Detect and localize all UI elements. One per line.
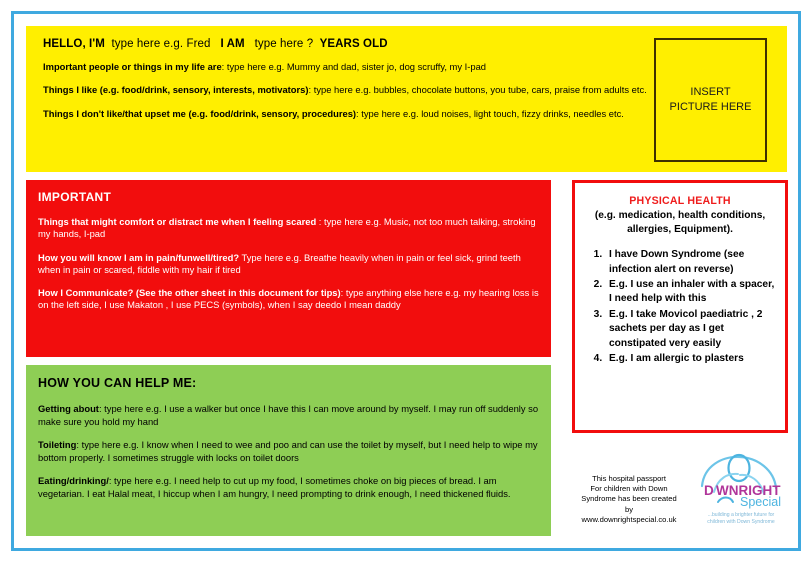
- help-text-column: [26, 365, 551, 501]
- hello-label: HELLO, I'M: [43, 38, 105, 50]
- toileting-row: [38, 439, 539, 464]
- getting-about-value[interactable]: : type here e.g. I use a walker but once I have this I can move around by myself. I may run off suddenly so make sure you hold my hand: [38, 403, 539, 427]
- downright-special-logo[interactable]: [688, 452, 791, 532]
- logo-downright-text: D: [704, 483, 714, 498]
- logo-tagline: [691, 512, 791, 526]
- physical-health-list: [575, 248, 785, 366]
- footer-note-line4: by: [624, 504, 634, 514]
- yellow-text-column: [43, 34, 653, 120]
- important-text-column: [26, 180, 551, 312]
- insert-picture-label-line1: INSERT: [690, 86, 731, 98]
- yellow-intro-section: [26, 26, 787, 172]
- things-i-like-value[interactable]: : type here e.g. bubbles, chocolate buttons, you tube, cars, praise from adults etc.: [308, 84, 647, 96]
- insert-picture-placeholder[interactable]: [654, 38, 767, 162]
- things-i-like-label: Things I like (e.g. food/drink, sensory, interests, motivators): [43, 84, 309, 96]
- footer-note-line2: For children with Down: [590, 484, 668, 494]
- eating-drinking-label: Eating/drinking/: [38, 475, 109, 487]
- hello-name-field[interactable]: type here e.g. Fred: [111, 38, 211, 50]
- important-section: [26, 180, 551, 357]
- toileting-label: Toileting: [38, 439, 77, 451]
- logo-tagline-line2: children with Down Syndrome: [707, 519, 775, 525]
- svg-text:WNRIGHT: WNRIGHT: [716, 483, 781, 498]
- i-am-label: I AM: [220, 38, 245, 50]
- footer-credit-note: [573, 474, 685, 525]
- hello-line: [43, 38, 653, 50]
- how-you-can-help-section: [26, 365, 551, 536]
- important-people-label-rest: in my life are: [161, 61, 222, 72]
- list-item[interactable]: 2. E.g. I use an inhaler with a spacer, I need help with this: [605, 278, 777, 307]
- age-field[interactable]: type here ?: [254, 38, 314, 50]
- important-people-value[interactable]: : type here e.g. Mummy and dad, sister jo, dog scruffy, my I-pad: [221, 61, 487, 72]
- logo-tagline-line1: ...building a brighter future for: [707, 512, 775, 518]
- footer-website-link[interactable]: www.downrightspecial.co.uk: [581, 514, 677, 524]
- list-item[interactable]: 4. E.g. I am allergic to plasters: [605, 352, 777, 366]
- important-people-row: [43, 61, 653, 73]
- physical-health-subtitle: (e.g. medication, health conditions, allergies, Equipment).: [594, 210, 766, 235]
- getting-about-row: [38, 403, 539, 428]
- important-people-label: Important people or things: [43, 61, 162, 72]
- things-i-like-row: [43, 84, 653, 96]
- years-old-label: YEARS OLD: [319, 38, 388, 50]
- footer-note-line3: Syndrome has been created: [581, 494, 677, 504]
- things-i-dislike-label: Things I don't like/that upset me (e.g. food/drink, sensory, procedures): [43, 107, 357, 119]
- physical-health-title: PHYSICAL HEALTH: [629, 195, 731, 207]
- eating-drinking-value[interactable]: : type here e.g. I need help to cut up my food, I sometimes choke on big pieces of bread. I am vegetarian. I eat Halal meat, I hiccup when I am hungry, I need prompting to drink enough, I need thickened fluids.: [38, 475, 511, 499]
- toileting-value[interactable]: : type here e.g. I know when I need to wee and poo and can use the toilet by myself, but I need help to wipe my bottom properly. I sometimes struggle with locks on toilet doors: [38, 439, 538, 463]
- logo-special-text: Special: [740, 495, 781, 509]
- things-i-dislike-row: [43, 108, 653, 120]
- insert-picture-label-line2: PICTURE HERE: [669, 101, 752, 113]
- comfort-distract-label: Things that might comfort or distract me when I feeling scared: [38, 216, 319, 227]
- communication-label: How I Communicate? (See the other sheet in this document for tips): [38, 287, 341, 299]
- list-item[interactable]: 3. E.g. I take Movicol paediatric , 2 sachets per day as I get constipated very easily: [605, 308, 777, 351]
- comfort-distract-row: [38, 216, 539, 241]
- footer-note-line1: This hospital passport: [592, 474, 666, 483]
- pain-signs-value[interactable]: Type here e.g. Breathe heavily when in pain or feel sick, grind teeth when in pain or scared, fiddle with my hair if tired: [38, 251, 521, 275]
- eating-drinking-row: [38, 475, 539, 500]
- important-section-title: IMPORTANT: [38, 190, 112, 204]
- pain-signs-row: [38, 252, 539, 277]
- physical-health-section: [572, 180, 788, 433]
- logo-graphic-icon: [688, 452, 791, 514]
- help-section-title: HOW YOU CAN HELP ME:: [38, 376, 197, 390]
- communication-value[interactable]: : type anything else here e.g. my hearing loss is on the left side, I use Makaton , I use PECS (symbols), when I say deedo I mean daddy: [38, 287, 539, 311]
- list-item[interactable]: 1. I have Down Syndrome (see infection alert on reverse): [605, 248, 777, 277]
- physical-health-header: [575, 183, 785, 236]
- pain-signs-label: How you will know I am in pain/funwell/tired?: [38, 251, 240, 263]
- things-i-dislike-value[interactable]: : type here e.g. loud noises, light touch, fizzy drinks, needles etc.: [356, 107, 624, 119]
- communication-row: [38, 287, 539, 312]
- getting-about-label: Getting about: [38, 403, 99, 414]
- insert-picture-label: [670, 85, 752, 115]
- comfort-distract-value[interactable]: : type here e.g. Music, not too much talking, stroking my hands, I-pad: [38, 216, 536, 240]
